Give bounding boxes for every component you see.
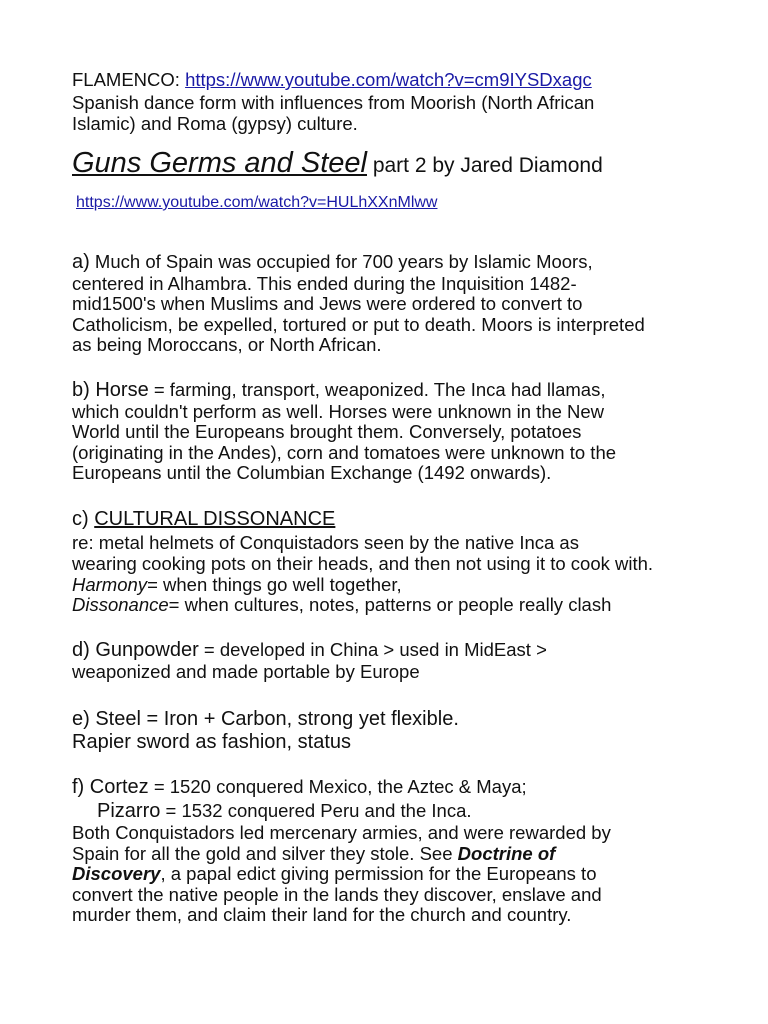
- title-video-link[interactable]: https://www.youtube.com/watch?v=HULhXXnMlww: [76, 194, 438, 211]
- item-a-marker: a): [72, 251, 90, 273]
- item-e-line-2: Rapier sword as fashion, status: [72, 731, 352, 753]
- item-c-line-1: re: metal helmets of Conquistadors seen by the native Inca as: [72, 532, 579, 553]
- item-f-line-2: [72, 844, 555, 865]
- cortez-head: f) Cortez: [72, 776, 149, 798]
- item-b-head: b) Horse: [72, 379, 149, 401]
- item-f-pizarro: [97, 801, 472, 822]
- item-c-harmony: [72, 575, 402, 596]
- cortez-text: = 1520 conquered Mexico, the Aztec & Maya;: [148, 776, 527, 797]
- item-f-line-5: murder them, and claim their land for the church and country.: [72, 904, 572, 925]
- doctrine-term-1: Doctrine of: [457, 843, 556, 864]
- item-b-line-4: (originating in the Andes), corn and tomatoes were unknown to the: [72, 442, 617, 463]
- item-b-line-5: Europeans until the Columbian Exchange (1492 onwards).: [72, 462, 552, 483]
- item-c-line-2: wearing cooking pots on their heads, and then not using it to cook with.: [72, 553, 654, 574]
- item-d-line-2: weaponized and made portable by Europe: [72, 661, 420, 682]
- page-title: [72, 145, 603, 184]
- title-sub: part 2 by Jared Diamond: [366, 154, 603, 177]
- flamenco-description-2: Islamic) and Roma (gypsy) culture.: [72, 113, 358, 134]
- item-f-cortez: [72, 777, 527, 798]
- flamenco-video-link[interactable]: https://www.youtube.com/watch?v=cm9IYSDxagc: [185, 69, 592, 90]
- item-b-line-1: [72, 380, 605, 401]
- item-c-marker: c): [72, 508, 95, 530]
- item-c-head: CULTURAL DISSONANCE: [94, 508, 336, 530]
- flamenco-label: FLAMENCO:: [72, 69, 186, 90]
- item-a-line-1: [72, 252, 593, 273]
- item-f-text-2: Spain for all the gold and silver they stole. See: [72, 843, 458, 864]
- flamenco-line: [72, 70, 592, 91]
- item-d-head: d) Gunpowder: [72, 639, 199, 661]
- item-c-dissonance: [72, 595, 611, 616]
- item-c-heading: [72, 508, 335, 530]
- item-d-line-1: [72, 640, 547, 661]
- item-f-text-3: , a papal edict giving permission for the Europeans to: [160, 863, 597, 884]
- pizarro-text: = 1532 conquered Peru and the Inca.: [160, 800, 472, 821]
- item-a-line-2: centered in Alhambra. This ended during the Inquisition 1482-: [72, 273, 577, 294]
- title-main: Guns Germs and Steel: [72, 147, 367, 179]
- dissonance-term: Dissonance: [72, 594, 169, 615]
- doctrine-term-2: Discovery: [72, 863, 161, 884]
- item-e-line-1: e) Steel = Iron + Carbon, strong yet flexible.: [72, 708, 459, 730]
- dissonance-definition: = when cultures, notes, patterns or people really clash: [168, 594, 612, 615]
- item-b-text-1: = farming, transport, weaponized. The Inca had llamas,: [148, 379, 606, 400]
- item-f-line-4: convert the native people in the lands they discover, enslave and: [72, 884, 602, 905]
- item-a-line-3: mid1500's when Muslims and Jews were ordered to convert to: [72, 293, 583, 314]
- title-video-link-line: [76, 193, 437, 214]
- harmony-definition: = when things go well together,: [147, 574, 402, 595]
- item-a-line-5: as being Moroccans, or North African.: [72, 334, 382, 355]
- flamenco-description: Spanish dance form with influences from Moorish (North African: [72, 92, 595, 113]
- harmony-term: Harmony: [72, 574, 148, 595]
- item-f-line-1: Both Conquistadors led mercenary armies, and were rewarded by: [72, 822, 611, 843]
- item-a-text-1: Much of Spain was occupied for 700 years by Islamic Moors,: [89, 251, 593, 272]
- item-a-line-4: Catholicism, be expelled, tortured or put to death. Moors is interpreted: [72, 314, 645, 335]
- item-b-line-2: which couldn't perform as well. Horses were unknown in the New: [72, 401, 605, 422]
- item-d-text-1: = developed in China > used in MidEast >: [198, 639, 547, 660]
- item-b-line-3: World until the Europeans brought them. Conversely, potatoes: [72, 421, 582, 442]
- item-f-line-3: [72, 864, 597, 885]
- pizarro-head: Pizarro: [97, 800, 161, 822]
